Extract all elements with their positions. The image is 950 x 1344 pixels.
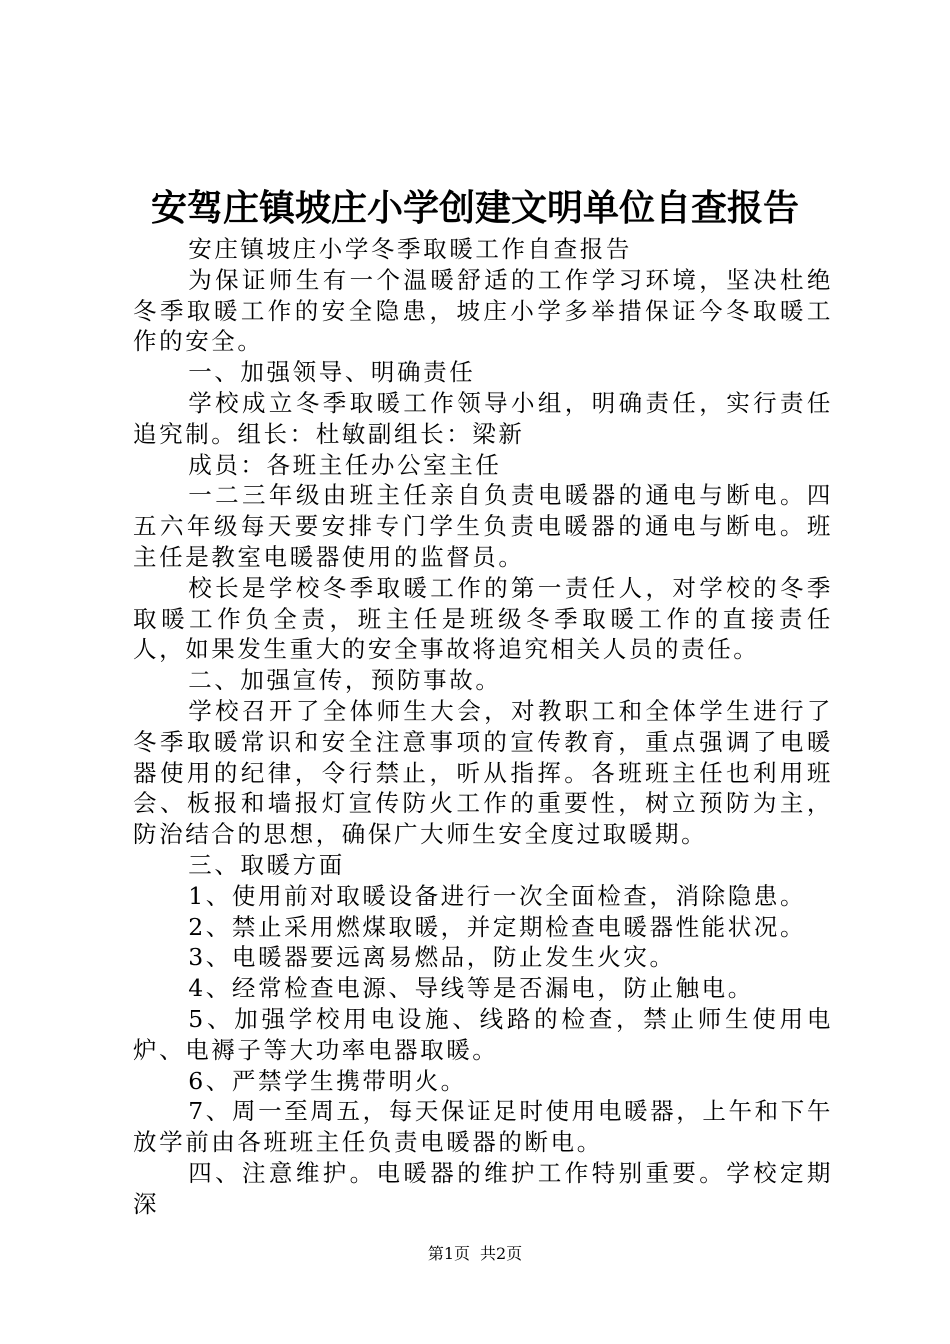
section-heading: 二、加强宣传，预防事故。 [188,666,502,695]
document-title: 安驾庄镇坡庄小学创建文明单位自查报告 [150,187,799,229]
body-paragraph: 校长是学校冬季取暖工作的第一责任人，对学校的冬季取暖工作负全责，班主任是班级冬季取暖工作的直接责任人，如果发生重大的安全事故将追究相关人员的责任。 [133,573,833,664]
list-item: 5、加强学校用电设施、线路的检查，禁止师生使用电炉、电褥子等大功率电器取暖。 [133,1004,833,1064]
section-heading: 一、加强领导、明确责任 [188,358,476,387]
subtitle-paragraph: 安庄镇坡庄小学冬季取暖工作自查报告 [188,235,632,263]
list-item: 1、使用前对取暖设备进行一次全面检查，消除隐患。 [188,881,807,910]
page-total: 共2页 [480,1244,523,1263]
section-heading: 四、注意维护。电暖器的维护工作特别重要。学校定期深 [133,1158,833,1218]
list-item: 3、电暖器要远离易燃品，防止发生火灾。 [188,943,676,972]
page-number: 第1页 [427,1244,470,1263]
intro-paragraph: 为保证师生有一个温暖舒适的工作学习环境，坚决杜绝冬季取暖工作的安全隐患，坡庄小学多举措保证今冬取暖工作的安全。 [133,265,833,356]
list-item: 7、周一至周五，每天保证足时使用电暖器，上午和下午放学前由各班班主任负责电暖器的断电。 [133,1097,833,1157]
list-item: 2、禁止采用燃煤取暖，并定期检查电暖器性能状况。 [188,912,807,941]
document-body [133,234,833,1220]
page-footer [0,1242,950,1266]
body-paragraph: 一二三年级由班主任亲自负责电暖器的通电与断电。四五六年级每天要安排专门学生负责电暖器的通电与断电。班主任是教室电暖器使用的监督员。 [133,481,833,571]
body-paragraph: 学校召开了全体师生大会，对教职工和全体学生进行了冬季取暖常识和安全注意事项的宣传教育，重点强调了电暖器使用的纪律，令行禁止，听从指挥。各班班主任也利用班会、板报和墙报灯宣传防火工作的重要性，树立预防为主，防治结合的思想，确保广大师生安全度过取暖期。 [133,696,833,849]
section-heading: 三、取暖方面 [188,850,345,879]
list-item: 6、严禁学生携带明火。 [188,1066,467,1095]
body-paragraph: 学校成立冬季取暖工作领导小组，明确责任，实行责任追究制。组长：杜敏副组长：梁新 [133,388,833,448]
list-item: 4、经常检查电源、导线等是否漏电，防止触电。 [188,974,754,1003]
body-paragraph: 成员：各班主任办公室主任 [188,450,502,479]
